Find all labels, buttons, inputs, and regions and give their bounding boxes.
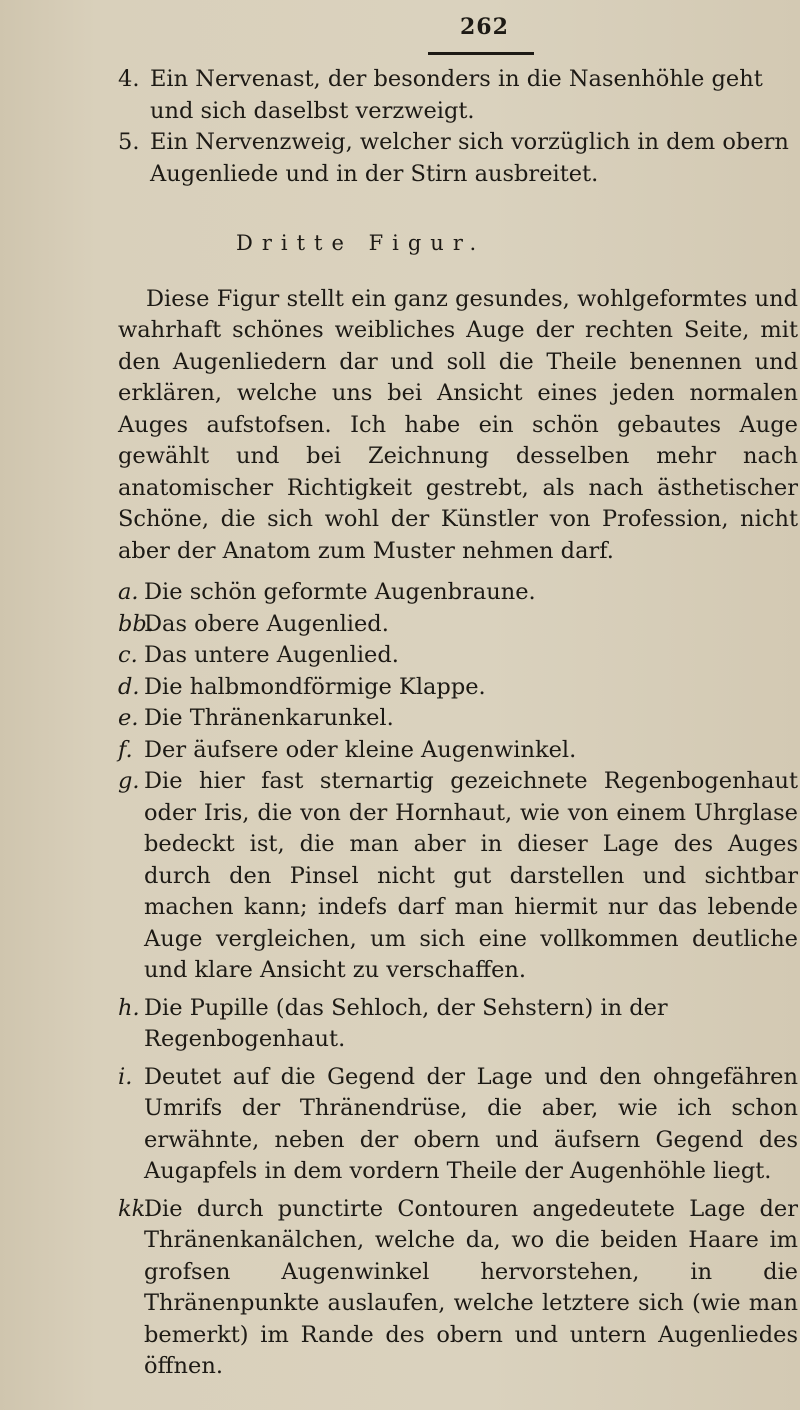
section-heading: Dritte Figur. bbox=[236, 231, 486, 255]
item-mark: c. bbox=[118, 642, 138, 668]
list-item bbox=[118, 703, 798, 735]
entry-5 bbox=[118, 127, 798, 190]
item-mark: d. bbox=[118, 673, 140, 700]
entry-number: 5. bbox=[118, 129, 140, 155]
list-item bbox=[118, 609, 798, 641]
intro-paragraph: Diese Figur stellt ein ganz gesundes, wohlgeformtes und wahrhaft schönes weibliches Auge der rechten Seite, mit den Augenliedern dar und soll die Theile benennen und erklären, welche uns bei Ansicht eines jeden normalen Auges aufstofsen. Ich habe ein schön gebautes Auge gewählt und bei Zeichnung desselben mehr nach anatomischer Richtigkeit gestrebt, als nach ästhetischer Schöne, die sich wohl der Künstler von Profession, nicht aber der Anatom zum Muster nehmen darf. bbox=[118, 285, 798, 564]
item-mark: bb. bbox=[118, 610, 154, 637]
item-text: Die hier fast sternartig gezeichnete Regenbogenhaut oder Iris, die von der Hornhaut, wie von einem Uhrglase bedeckt ist, die man aber in dieser Lage des Auges durch den Pinsel nicht gut darstellen und sichtbar machen kann; indefs darf man hiermit nur das lebende Auge vergleichen, um sich eine vollkommen deutliche und klare Ansicht zu verschaffen. bbox=[144, 768, 798, 983]
list-item bbox=[118, 577, 798, 609]
list-item bbox=[118, 766, 798, 987]
item-text: Das obere Augenlied. bbox=[144, 610, 389, 637]
item-mark: a. bbox=[118, 579, 139, 605]
entry-text: Ein Nervenzweig, welcher sich vorzüglich in dem obern Augenliede und in der Stirn ausbreitet. bbox=[150, 129, 789, 187]
item-mark: kk. bbox=[118, 1195, 153, 1222]
list-item bbox=[118, 735, 798, 767]
item-text: Der äufsere oder kleine Augenwinkel. bbox=[144, 736, 577, 763]
item-mark: h. bbox=[118, 994, 140, 1021]
list-item bbox=[118, 640, 798, 672]
item-mark: e. bbox=[118, 705, 139, 731]
entry-number: 4. bbox=[118, 66, 140, 92]
item-text: Die Thränenkarunkel. bbox=[144, 705, 394, 731]
item-text: Die durch punctirte Contouren angedeutete Lage der Thränenkanälchen, welche da, wo die beiden Haare im grofsen Augenwinkel hervorstehen, in die Thränenpunkte auslaufen, welche letztere sich (wie man bemerkt) im Rande des obern und untern Augenliedes öffnen. bbox=[144, 1195, 798, 1379]
item-mark: i. bbox=[118, 1063, 133, 1090]
page-body bbox=[118, 64, 798, 1383]
page-number: 262 bbox=[460, 14, 509, 40]
list-item bbox=[118, 1194, 798, 1383]
entry-text: Ein Nervenast, der besonders in die Nasenhöhle geht und sich daselbst verzweigt. bbox=[150, 66, 763, 124]
entry-4 bbox=[118, 64, 798, 127]
item-text: Deutet auf die Gegend der Lage und den ohngefähren Umrifs der Thränendrüse, die aber, wie ich schon erwähnte, neben der obern und äufsern Gegend des Augapfels in dem vordern Theile der Augenhöhle liegt. bbox=[144, 1063, 798, 1184]
list-item bbox=[118, 1062, 798, 1188]
item-text: Die schön geformte Augenbraune. bbox=[144, 579, 536, 605]
item-mark: f. bbox=[118, 736, 133, 763]
header-rule bbox=[428, 52, 534, 55]
item-mark: g. bbox=[118, 768, 140, 794]
item-text: Das untere Augenlied. bbox=[144, 642, 399, 668]
item-text: Die halbmondförmige Klappe. bbox=[144, 673, 486, 700]
list-item bbox=[118, 672, 798, 704]
item-text: Die Pupille (das Sehloch, der Sehstern) in der Regenbogenhaut. bbox=[144, 994, 668, 1052]
list-item bbox=[118, 993, 798, 1056]
